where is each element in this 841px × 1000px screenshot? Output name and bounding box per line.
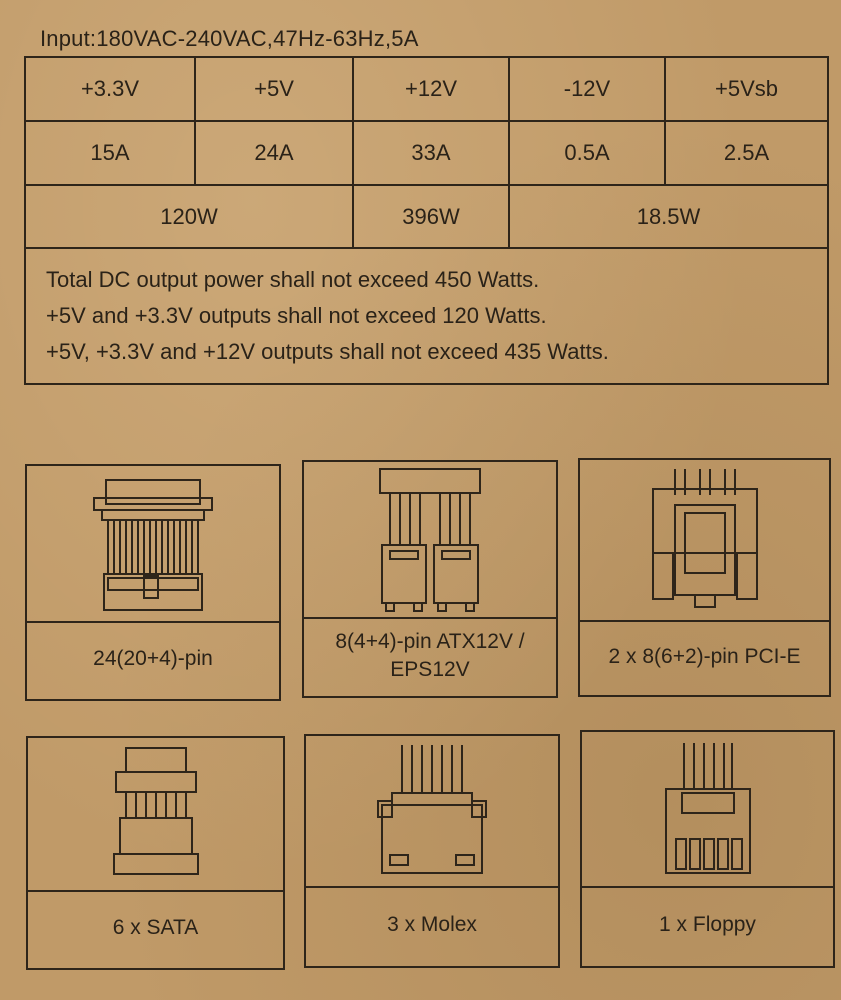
floppy-connector-icon: [658, 739, 758, 879]
notes-cell: [25, 248, 828, 384]
current-row: [25, 121, 828, 185]
atx-24pin-connector-icon: [88, 474, 218, 614]
connector-label: 6 x SATA: [112, 916, 199, 939]
connector-box-floppy: [580, 730, 835, 968]
current-cell: 15A: [25, 121, 195, 185]
output-spec-table: [24, 56, 829, 385]
note-line: Total DC output power shall not exceed 450 Watts.: [46, 267, 540, 292]
connector-box-sata: [26, 736, 285, 970]
connector-box-molex: [304, 734, 560, 968]
power-cell: 18.5W: [509, 185, 828, 248]
note-line: +5V and +3.3V outputs shall not exceed 120 Watts.: [46, 303, 547, 328]
input-rating: Input:180VAC-240VAC,47Hz-63Hz,5A: [40, 26, 419, 51]
note-line: +5V, +3.3V and +12V outputs shall not exceed 435 Watts.: [46, 339, 609, 364]
connector-label: 2 x 8(6+2)-pin PCI-E: [608, 644, 801, 668]
rail-cell: +12V: [353, 57, 509, 121]
power-cell: 396W: [353, 185, 509, 248]
connector-box-pcie: [578, 458, 831, 697]
power-row: [25, 185, 828, 248]
power-cell: 120W: [25, 185, 353, 248]
notes-row: [25, 248, 828, 384]
current-cell: 2.5A: [665, 121, 828, 185]
rail-row: [25, 57, 828, 121]
rail-cell: -12V: [509, 57, 665, 121]
connector-label: 24(20+4)-pin: [93, 647, 213, 670]
rail-cell: +3.3V: [25, 57, 195, 121]
rail-cell: +5V: [195, 57, 353, 121]
connector-label: 8(4+4)-pin ATX12V / EPS12V: [335, 629, 525, 681]
connector-box-eps8: [302, 460, 558, 698]
current-cell: 24A: [195, 121, 353, 185]
current-cell: 33A: [353, 121, 509, 185]
connector-label: 1 x Floppy: [659, 913, 756, 936]
pcie-8pin-connector-icon: [645, 465, 765, 615]
connector-label: 3 x Molex: [387, 913, 477, 936]
eps-8pin-connector-icon: [370, 465, 490, 615]
connector-box-atx24: [25, 464, 281, 701]
current-cell: 0.5A: [509, 121, 665, 185]
molex-connector-icon: [372, 741, 492, 881]
sata-connector-icon: [96, 744, 216, 884]
rail-cell: +5Vsb: [665, 57, 828, 121]
